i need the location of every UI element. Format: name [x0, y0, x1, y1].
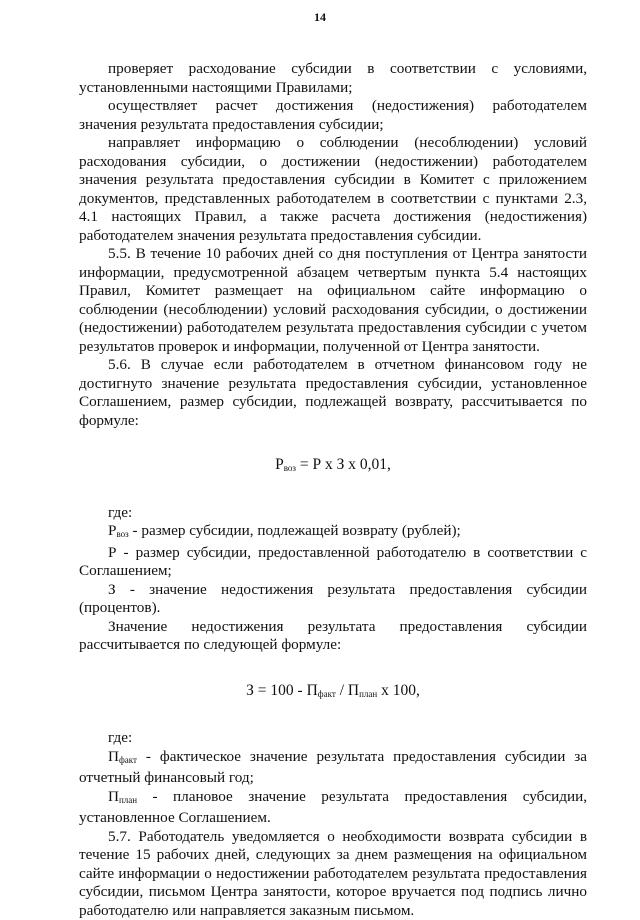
paragraph-5-7: 5.7. Работодатель уведомляется о необходимости возврата субсидии в течение 15 рабочих дней, следующих за днем размещения на официальном сайте информации о недостижении работодателем результата предоставления субсидии, письмом Центра занятости, которое вручается под подпись лично работодателю или направляется заказным письмом.: [79, 828, 587, 920]
formula-z-mid: / П: [336, 682, 359, 699]
formula-refund-lhs: Р: [275, 456, 284, 473]
definition-p-voz: [79, 522, 587, 544]
definition-p-voz-sub: воз: [116, 529, 128, 539]
document-body: [79, 60, 587, 920]
definition-p-voz-text: - размер субсидии, подлежащей возврату (рублей);: [129, 522, 461, 539]
page-number: 14: [0, 10, 640, 25]
definition-p: Р - размер субсидии, предоставленной работодателю в соответствии с Соглашением;: [79, 544, 587, 581]
paragraph-send-info: направляет информацию о соблюдении (несоблюдении) условий расходования субсидии, о достижении (недостижении) работодателем значения результата предоставления субсидии в Комитет с приложением документов, представленных работодателем в соответствии с пунктами 2.3, 4.1 настоящих Правил, а также расчета достижения (недостижения) работодателем значения результата предоставления субсидии.: [79, 134, 587, 245]
where-label-2: где:: [79, 729, 587, 748]
definition-p-fact: [79, 748, 587, 788]
paragraph-5-6: 5.6. В случае если работодателем в отчетном финансовом году не достигнуто значение результата предоставления субсидии, установленное Соглашением, размер субсидии, подлежащей возврату, рассчитывается по формуле:: [79, 356, 587, 430]
formula-z-suffix: х 100,: [377, 682, 420, 699]
paragraph-calc-achievement: осуществляет расчет достижения (недостижения) работодателем значения результата предоставления субсидии;: [79, 97, 587, 134]
definition-p-plan: [79, 788, 587, 828]
definition-p-voz-symbol: Р: [108, 522, 116, 539]
definition-p-fact-symbol: П: [108, 748, 119, 765]
definition-p-plan-symbol: П: [108, 788, 119, 805]
formula-z: [79, 682, 587, 704]
definition-p-plan-text: - плановое значение результата предоставления субсидии, установленное Соглашением.: [79, 788, 587, 827]
definition-z: З - значение недостижения результата предоставления субсидии (процентов).: [79, 581, 587, 618]
where-label-1: где:: [79, 504, 587, 523]
formula-z-prefix: З = 100 - П: [246, 682, 318, 699]
definition-p-plan-sub: план: [119, 795, 137, 805]
paragraph-check-spending: проверяет расходование субсидии в соответствии с условиями, установленными настоящими Правилами;: [79, 60, 587, 97]
definition-p-fact-sub: факт: [119, 755, 137, 765]
formula-refund-lhs-sub: воз: [284, 463, 296, 473]
formula-z-sub-fact: факт: [318, 689, 336, 699]
formula-refund-rhs: = Р х З х 0,01,: [296, 456, 391, 473]
formula-refund: [79, 456, 587, 478]
definition-p-fact-text: - фактическое значение результата предоставления субсидии за отчетный финансовый год;: [79, 748, 587, 787]
paragraph-z-formula-intro: Значение недостижения результата предоставления субсидии рассчитывается по следующей формуле:: [79, 618, 587, 655]
formula-z-sub-plan: план: [359, 689, 377, 699]
paragraph-5-5: 5.5. В течение 10 рабочих дней со дня поступления от Центра занятости информации, предусмотренной абзацем четвертым пункта 5.4 настоящих Правил, Комитет размещает на официальном сайте информацию о соблюдении (несоблюдении) условий расходования субсидии, о достижении (недостижении) работодателем результата предоставления субсидии с учетом результатов проверок и информации, полученной от Центра занятости.: [79, 245, 587, 356]
